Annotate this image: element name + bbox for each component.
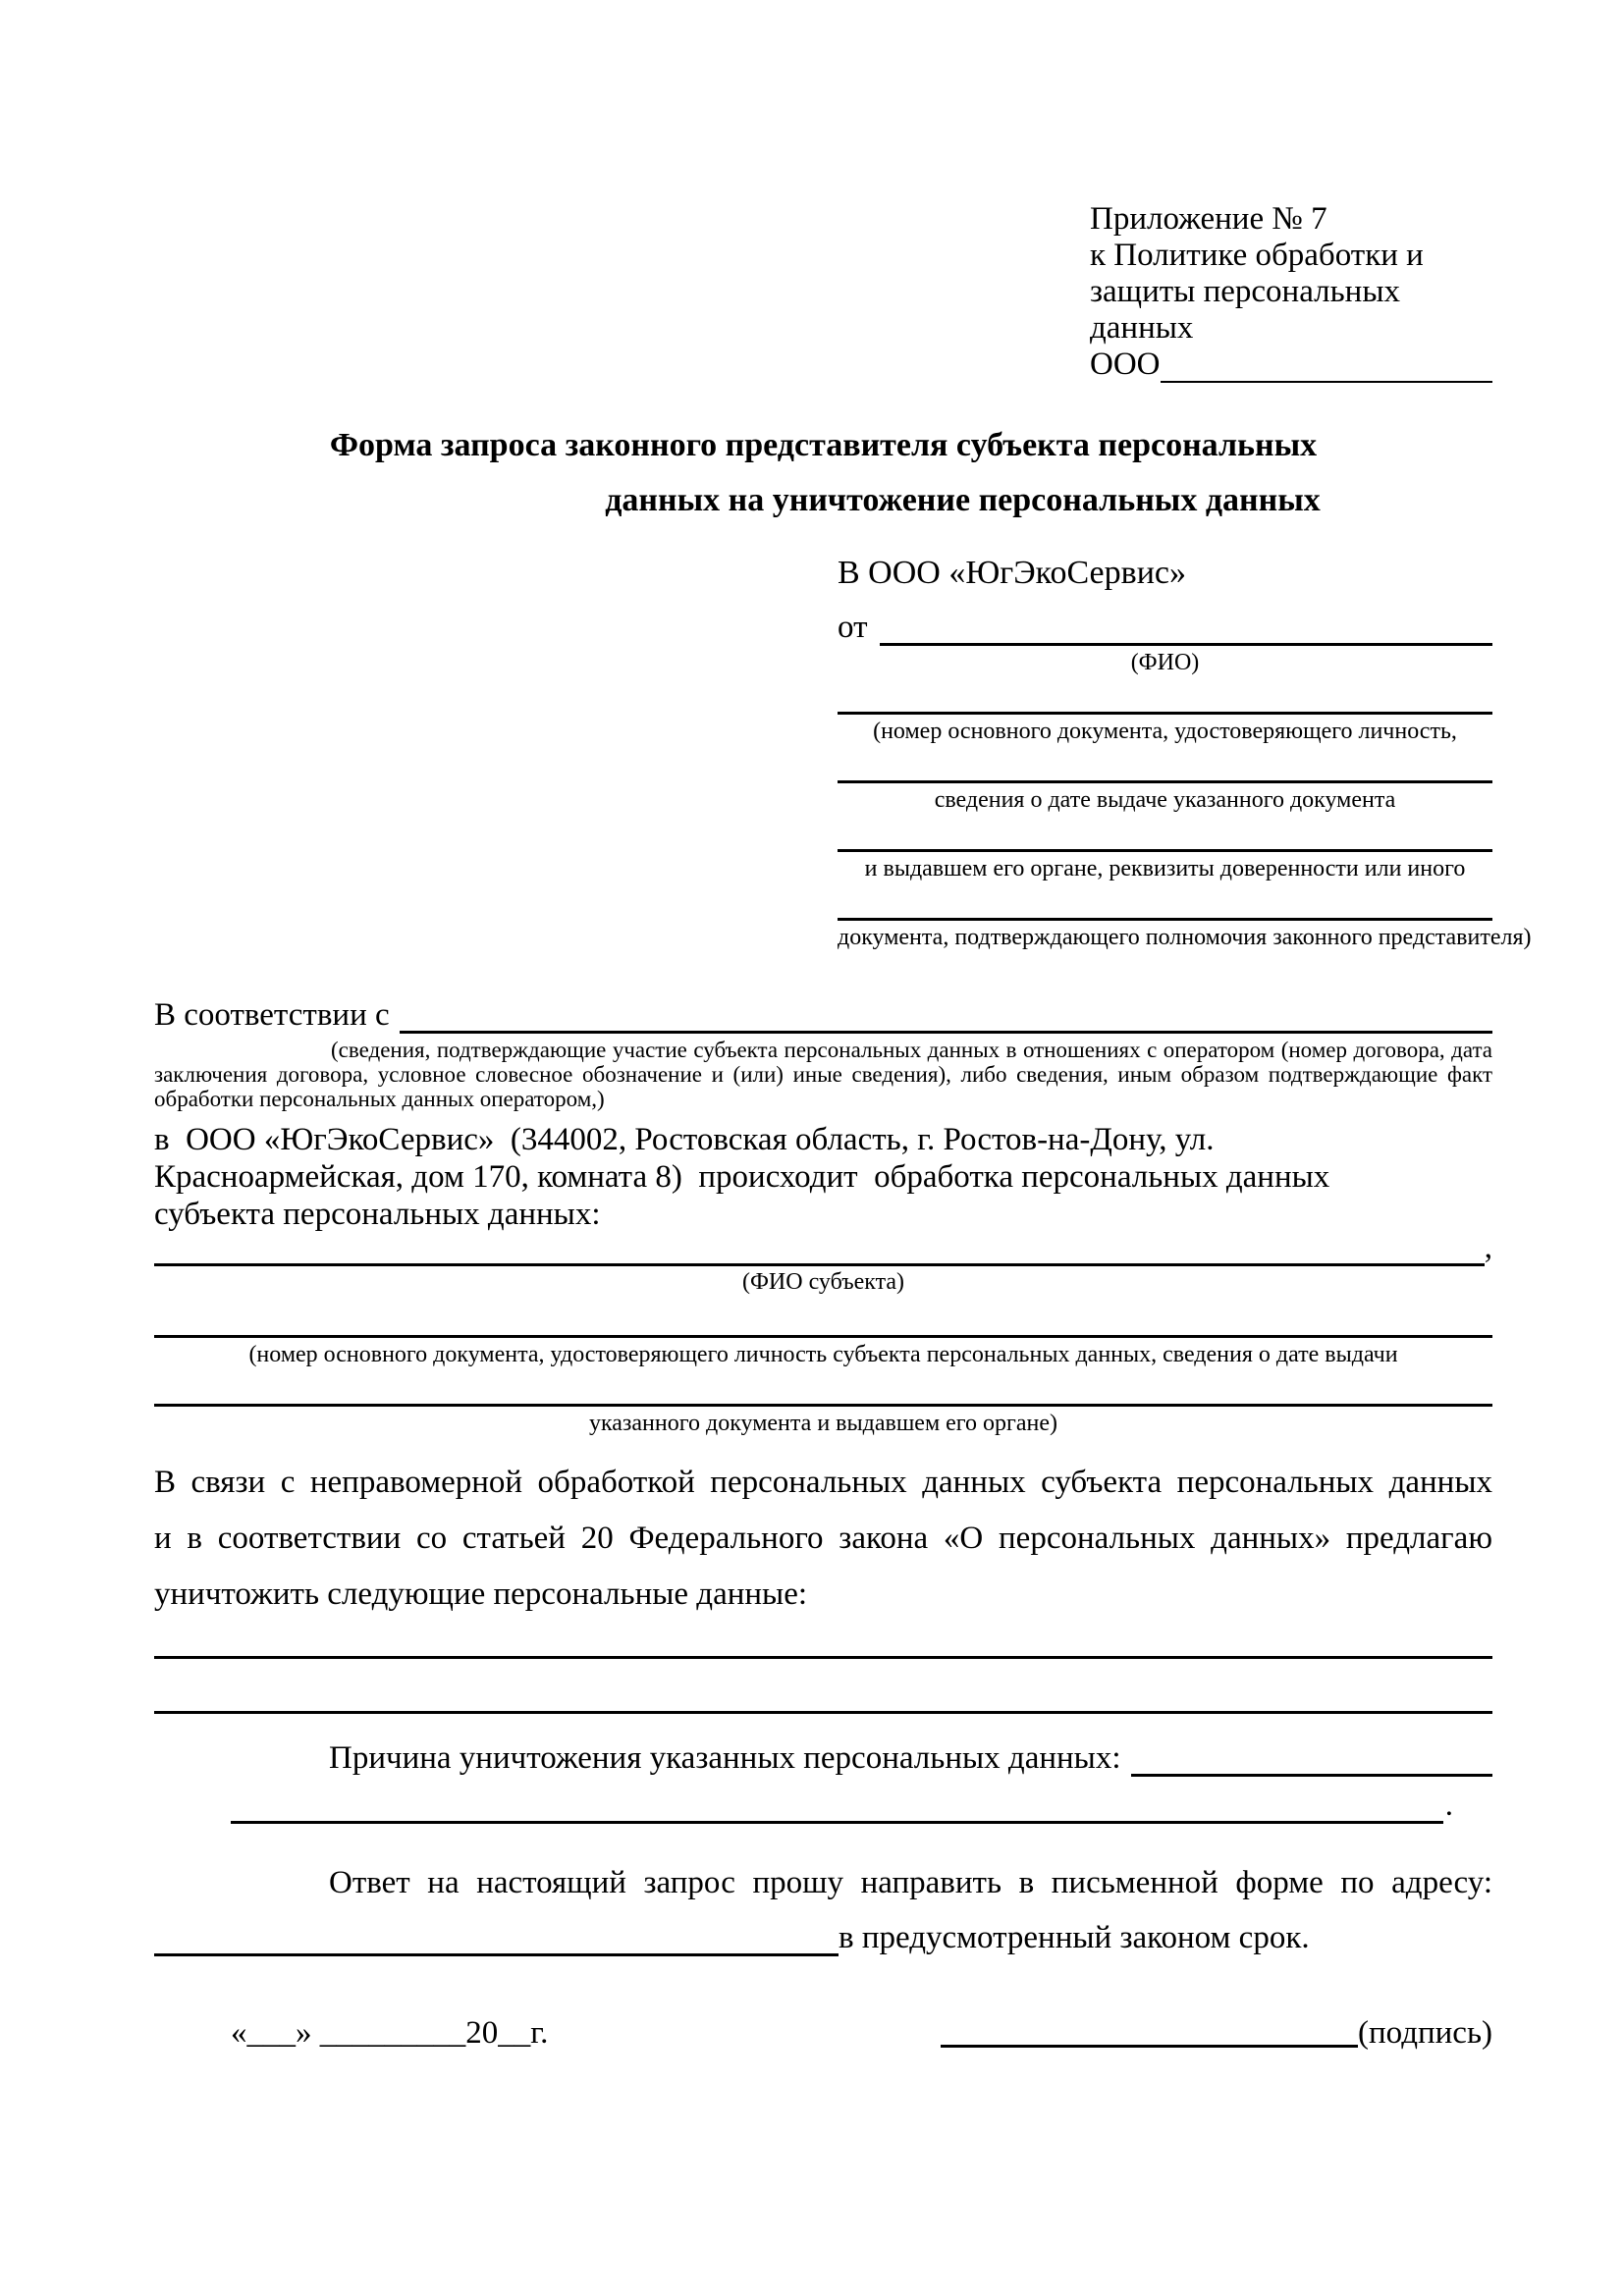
accordance-note-line: заключения договора, условное словесное обозначение и (или) иные сведения), либо сведения, иным образом подтверждающие факт xyxy=(154,1062,1492,1087)
from-row xyxy=(838,607,1492,646)
subject-fio-row xyxy=(154,1230,1492,1266)
appendix-line: Приложение № 7 xyxy=(1090,201,1327,237)
reason-label: Причина уничтожения указанных персональных данных: xyxy=(329,1740,1121,1776)
signature-field xyxy=(941,2045,1358,2048)
appendix-line: к Политике обработки и xyxy=(1090,238,1424,273)
reply-paragraph: Ответ на настоящий запрос прошу направить в письменной форме по адресу: xyxy=(329,1865,1492,1900)
subject-document-field-1 xyxy=(154,1335,1492,1338)
id-document-caption-1: (номер основного документа, удостоверяющего личность, xyxy=(873,719,1457,744)
page-title-line: данных на уничтожение персональных данных xyxy=(605,482,1321,518)
appendix-line: защиты персональных данных xyxy=(1090,274,1400,346)
reason-field-continuation xyxy=(231,1821,1443,1824)
subject-fio-field xyxy=(154,1263,1485,1266)
personal-data-field-2 xyxy=(154,1711,1492,1714)
trailing-comma: , xyxy=(1484,1230,1492,1265)
id-document-field-4 xyxy=(838,918,1492,921)
accordance-note-line: (сведения, подтверждающие участие субъекта персональных данных в отношениях с оператором (номер договора, дата xyxy=(331,1038,1492,1062)
subject-document-caption-2: указанного документа и выдавшем его органе) xyxy=(588,1411,1058,1436)
id-document-field-2 xyxy=(838,780,1492,783)
accordance-field xyxy=(400,1031,1492,1034)
reason-field xyxy=(1131,1774,1492,1777)
id-document-caption-3: и выдавшем его органе, реквизиты доверенности или иного xyxy=(864,856,1466,881)
operator-paragraph-line: Красноармейская, дом 170, комната 8) происходит обработка персональных данных xyxy=(154,1159,1330,1195)
fio-caption: (ФИО) xyxy=(1130,650,1200,675)
reason-row xyxy=(154,1737,1492,1777)
from-label: от xyxy=(838,610,868,645)
operator-paragraph-line: в ООО «ЮгЭкоСервис» (344002, Ростовская область, г. Ростов-на-Дону, ул. xyxy=(154,1122,1215,1157)
accordance-lead: В соответствии с xyxy=(154,997,390,1033)
trailing-period: . xyxy=(1444,1788,1453,1823)
addressee-organization: В ООО «ЮгЭкоСервис» xyxy=(838,555,1186,591)
operator-paragraph xyxy=(154,1121,1492,1233)
representative-fio-field xyxy=(880,643,1493,646)
subject-document-field-2 xyxy=(154,1404,1492,1407)
personal-data-field-1 xyxy=(154,1656,1492,1659)
reply-address-field xyxy=(154,1953,839,1956)
appendix-org-row xyxy=(1090,347,1492,383)
addressee-block xyxy=(838,554,1532,951)
reply-tail: в предусмотренный законом срок. xyxy=(839,1920,1310,1955)
org-name-field xyxy=(1161,381,1493,383)
accordance-note xyxy=(154,1038,1492,1111)
reply-address-row xyxy=(154,1917,1492,1956)
id-document-caption-4: документа, подтверждающего полномочия законного представителя) xyxy=(838,925,1532,950)
subject-fio-caption: (ФИО субъекта) xyxy=(741,1269,905,1295)
accordance-row xyxy=(154,994,1492,1034)
page-title xyxy=(154,418,1492,528)
destruction-paragraph-line: уничтожить следующие персональные данные: xyxy=(154,1576,808,1612)
operator-paragraph-line: субъекта персональных данных: xyxy=(154,1197,601,1232)
accordance-note-line: обработки персональных данных оператором,) xyxy=(154,1087,605,1111)
destruction-paragraph-line: В связи с неправомерной обработкой персональных данных субъекта персональных данных xyxy=(154,1465,1492,1500)
signature-group xyxy=(941,2015,1492,2052)
signature-caption: (подпись) xyxy=(1358,2015,1492,2051)
page-title-line: Форма запроса законного представителя субъекта персональных xyxy=(329,427,1318,463)
id-document-caption-2: сведения о дате выдаче указанного документа xyxy=(934,787,1396,813)
destruction-paragraph xyxy=(154,1455,1492,1623)
org-label: ООО xyxy=(1090,347,1161,382)
id-document-field-1 xyxy=(838,712,1492,715)
footer-row xyxy=(154,2012,1492,2052)
appendix-note xyxy=(1090,201,1492,383)
subject-document-caption-1: (номер основного документа, удостоверяющего личность субъекта персональных данных, сведения о дате выдачи xyxy=(248,1342,1398,1367)
id-document-field-3 xyxy=(838,849,1492,852)
date-field: «___» _________20__г. xyxy=(231,2015,549,2051)
destruction-paragraph-line: и в соответствии со статьей 20 Федерального закона «О персональных данных» предлагаю xyxy=(154,1521,1492,1556)
reason-continuation-row xyxy=(231,1785,1492,1824)
